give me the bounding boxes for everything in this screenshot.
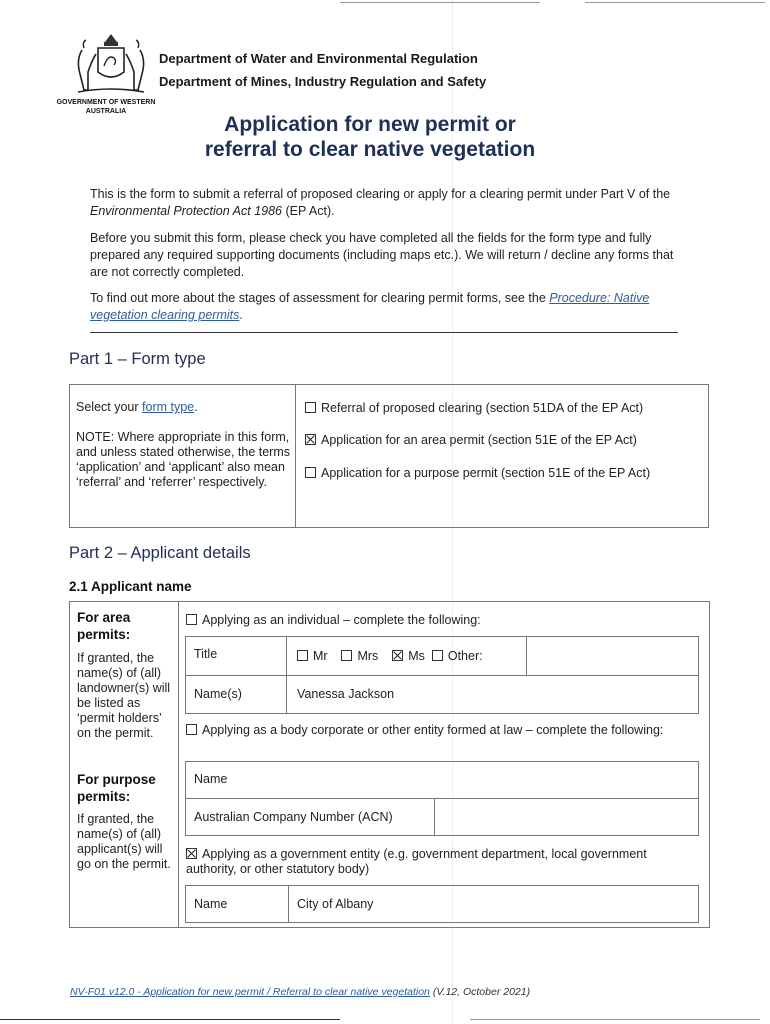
department-mines: Department of Mines, Industry Regulation and Safety	[159, 74, 487, 89]
option-purpose-permit[interactable]: Application for a purpose permit (section 51E of the EP Act)	[305, 466, 650, 481]
bc-name-label: Name	[194, 772, 228, 786]
form-title-line-2: referral to clear native vegetation	[204, 138, 536, 161]
area-permits-title: For area permits:	[77, 610, 131, 642]
ms-checkbox[interactable]	[392, 650, 403, 661]
form-type-link[interactable]: form type	[142, 400, 195, 414]
individual-option[interactable]: Applying as an individual – complete the following:	[186, 613, 481, 628]
footer-rule-right	[470, 1019, 760, 1020]
purpose-permits-title: For purpose permits:	[77, 772, 156, 804]
scan-line-top-left	[340, 2, 540, 3]
government-entity-option[interactable]: Applying as a government entity (e.g. government department, local government authority, or other statutory body)	[186, 847, 647, 876]
act-name: Environmental Protection Act 1986	[90, 204, 283, 218]
form-title-line-1: Application for new permit or	[224, 113, 516, 136]
footer-version: (V.12, October 2021)	[429, 986, 531, 998]
applicant-name-subheading: 2.1 Applicant name	[69, 579, 192, 594]
government-entity-checkbox[interactable]	[186, 848, 197, 859]
mr-checkbox[interactable]	[297, 650, 308, 661]
gov-name-value[interactable]: City of Albany	[297, 897, 374, 911]
footer	[70, 986, 530, 998]
individual-row-divider	[185, 675, 699, 676]
other-divider	[526, 636, 527, 675]
mrs-checkbox[interactable]	[341, 650, 352, 661]
section-divider	[90, 332, 678, 333]
option-referral[interactable]: Referral of proposed clearing (section 51DA of the EP Act)	[305, 401, 643, 416]
intro-paragraph-3: To find out more about the stages of assessment for clearing permit forms, see the Procedure: Native vegetation clearing permits.	[90, 291, 650, 322]
title-label: Title	[194, 647, 218, 661]
title-ms[interactable]: Ms	[392, 649, 425, 663]
select-form-type: Select your form type.	[76, 400, 198, 414]
government-label-divider	[288, 885, 289, 923]
body-corporate-checkbox[interactable]	[186, 724, 197, 735]
purpose-permits-note: If granted, the name(s) of (all) applicant(s) will go on the permit.	[77, 812, 171, 871]
intro-paragraph-2: Before you submit this form, please check you have completed all the fields for the form type and fully prepared any required supporting documents (including maps etc.). We will return / decline any forms that are not correctly completed.	[90, 231, 674, 279]
body-corporate-row-divider	[185, 798, 699, 799]
purpose-permit-checkbox[interactable]	[305, 467, 316, 478]
coat-of-arms-crest	[70, 32, 152, 98]
footer-rule	[0, 1019, 340, 1020]
procedure-link[interactable]: Procedure: Native vegetation clearing permits	[90, 291, 650, 322]
acn-divider	[434, 798, 435, 836]
form-type-divider	[295, 384, 296, 528]
individual-label-divider	[286, 636, 287, 714]
government-subtable	[185, 885, 699, 923]
referral-checkbox[interactable]	[305, 402, 316, 413]
title-options	[297, 649, 483, 664]
intro-paragraph-1: This is the form to submit a referral of proposed clearing or apply for a clearing permit under Part V of the Environmental Protection Act 1986 (EP Act).	[90, 187, 671, 218]
footer-document-link[interactable]: NV-F01 v12.0 - Application for new permit / Referral to clear native vegetation	[70, 986, 430, 998]
title-mrs[interactable]: Mrs	[341, 649, 378, 663]
option-area-permit[interactable]: Application for an area permit (section 51E of the EP Act)	[305, 433, 637, 448]
area-permits-note: If granted, the name(s) of (all) landowner(s) will be listed as ‘permit holders’ on the permit.	[77, 651, 171, 740]
applicant-column-divider	[178, 601, 179, 928]
part-1-heading: Part 1 – Form type	[69, 350, 206, 368]
part-2-heading: Part 2 – Applicant details	[69, 544, 251, 562]
form-type-note: NOTE: Where appropriate in this form, and unless stated otherwise, the terms ‘application’ and ‘applicant’ also mean ‘referral’ and ‘referrer’ respectively.	[76, 430, 291, 489]
acn-label: Australian Company Number (ACN)	[194, 810, 393, 824]
other-checkbox[interactable]	[432, 650, 443, 661]
scan-line-top-right	[585, 2, 765, 3]
body-corporate-option[interactable]: Applying as a body corporate or other entity formed at law – complete the following:	[186, 723, 686, 738]
government-label: GOVERNMENT OF WESTERN AUSTRALIA	[56, 99, 156, 115]
title-mr[interactable]: Mr	[297, 649, 328, 663]
individual-checkbox[interactable]	[186, 614, 197, 625]
gov-name-label: Name	[194, 897, 228, 911]
names-label: Name(s)	[194, 687, 242, 701]
title-other[interactable]: Other:	[432, 649, 483, 663]
department-water: Department of Water and Environmental Regulation	[159, 51, 478, 66]
names-value[interactable]: Vanessa Jackson	[297, 687, 395, 701]
area-permit-checkbox[interactable]	[305, 434, 316, 445]
